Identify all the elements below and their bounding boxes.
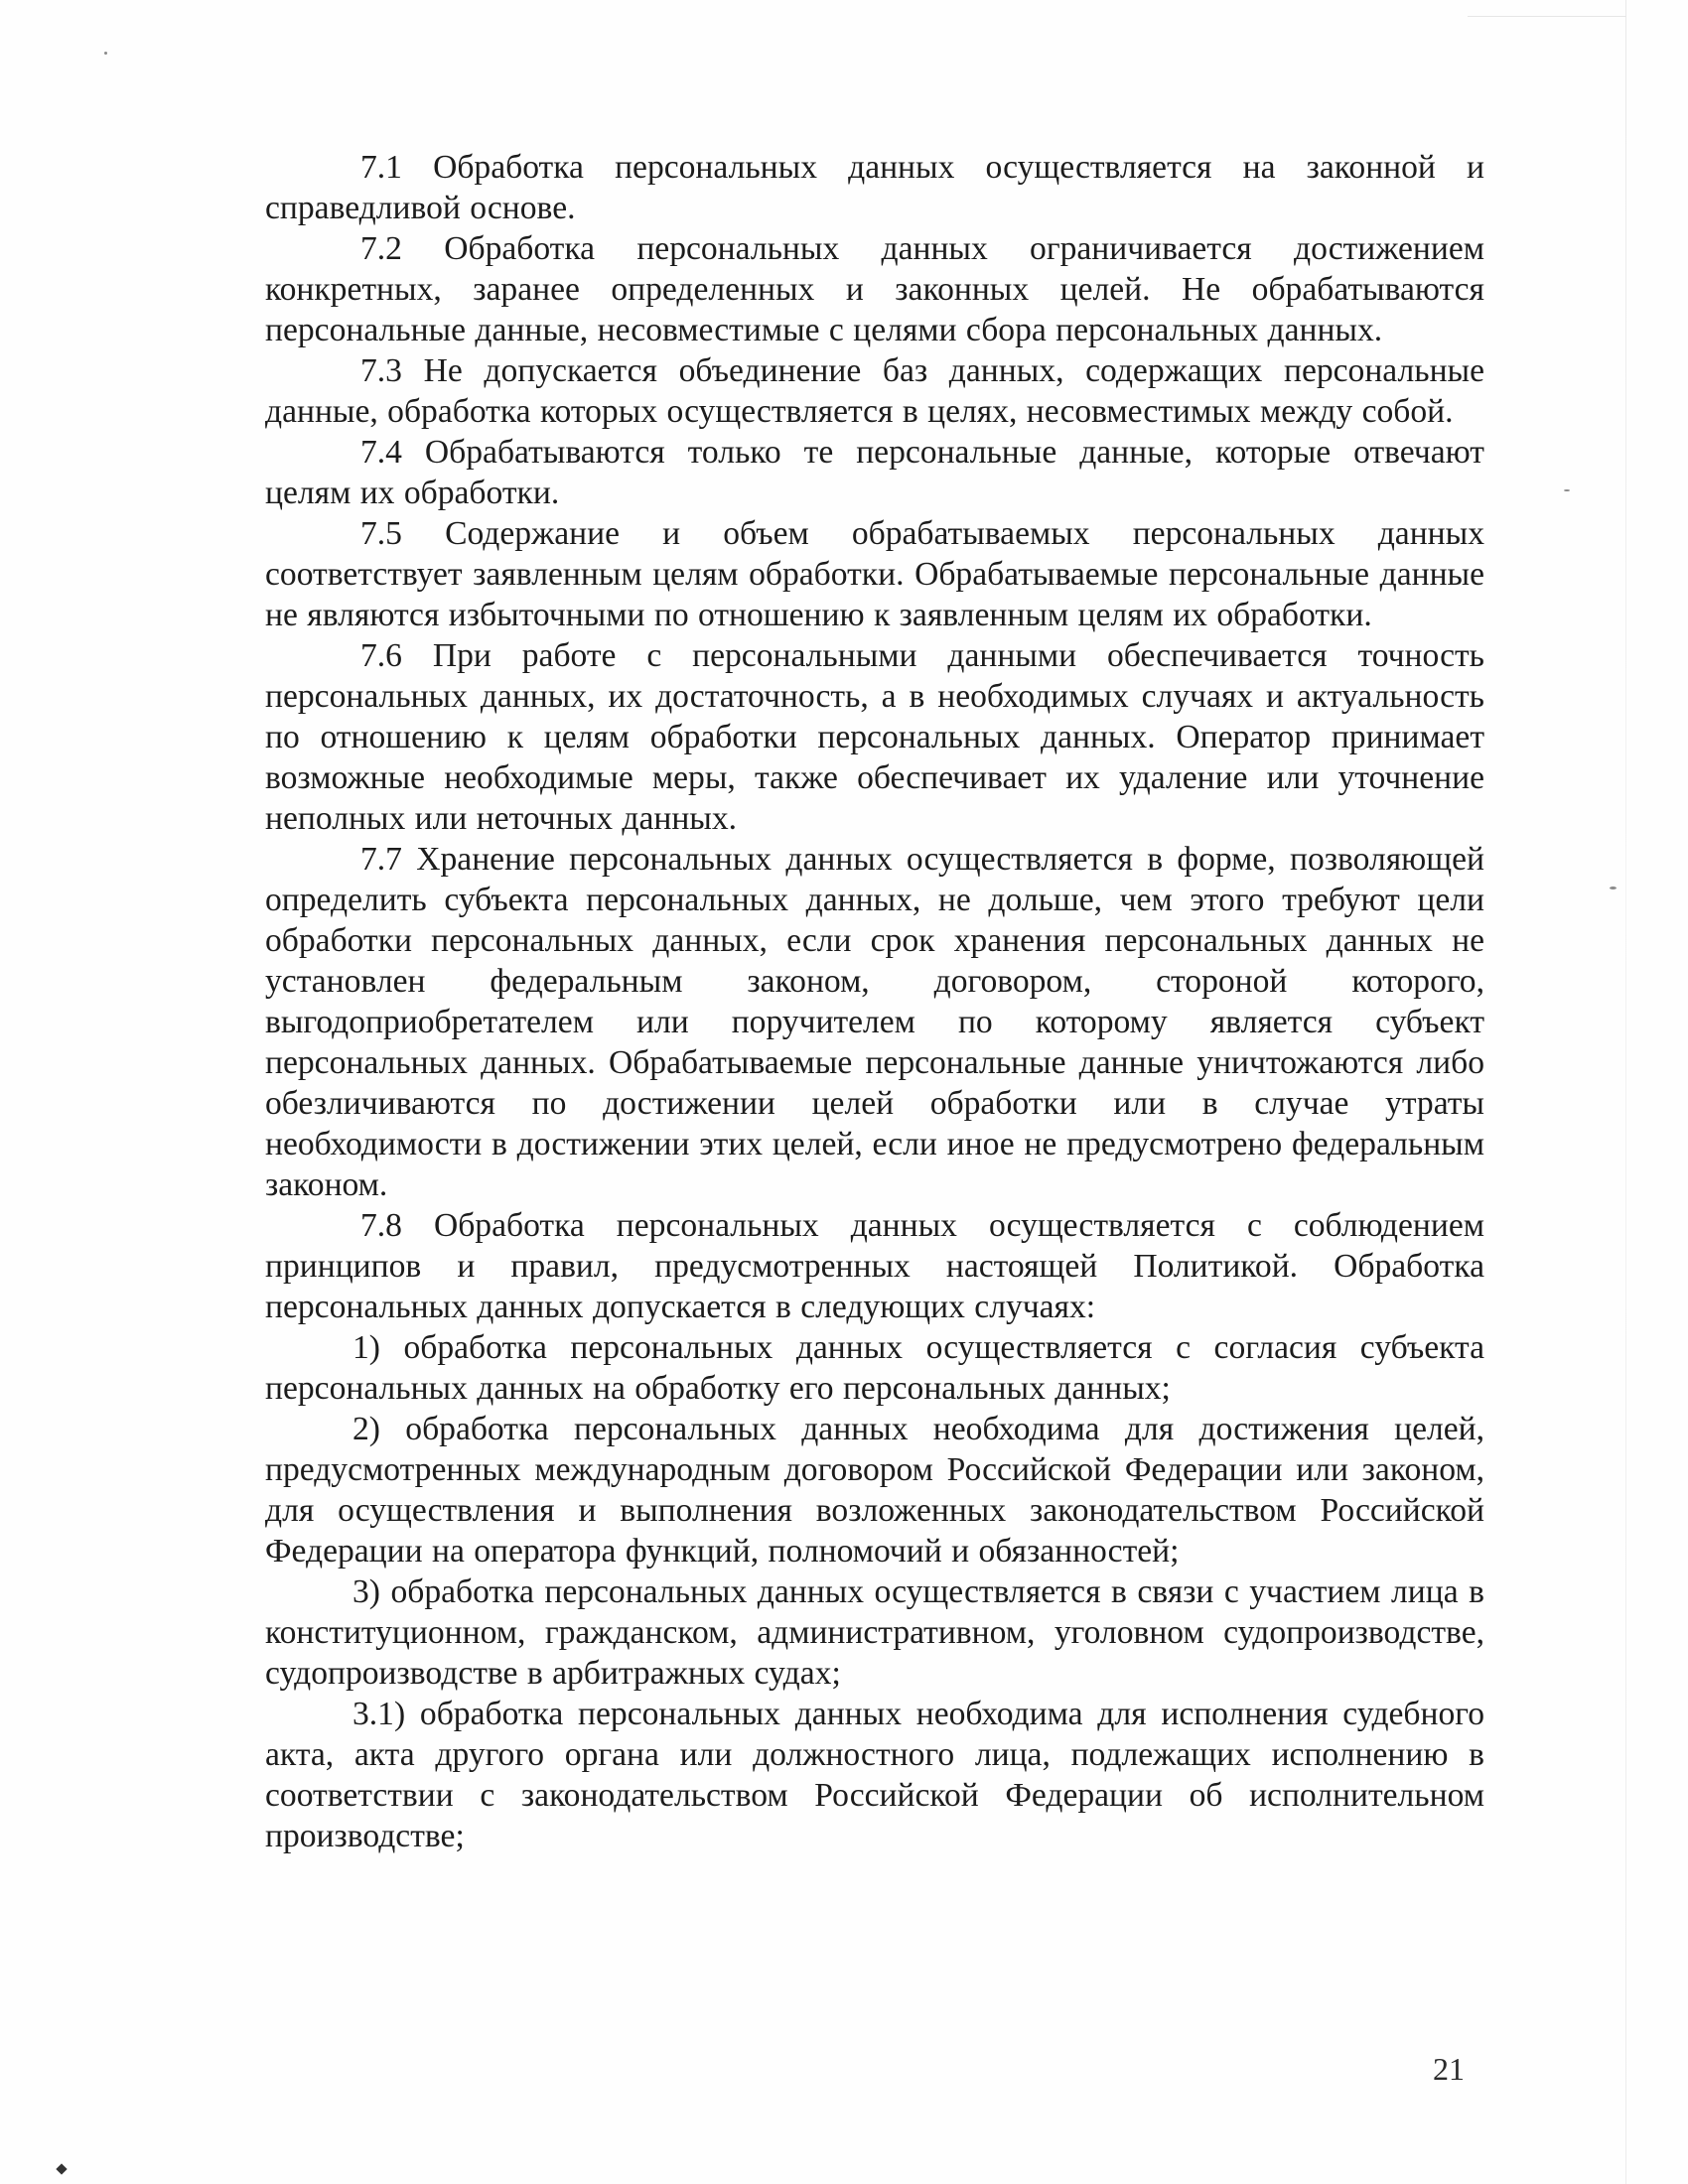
scan-speck [1610, 887, 1617, 889]
paragraph-7-6: 7.6 При работе с персональными данными обеспечивается точность персональных данных, их достаточность, а в необходимых случаях и актуальность по отношению к целям обработки персональных данных. Оператор принимает возможные необходимые меры, также обеспечивает их удаление или уточнение неполных или неточных данных. [265, 637, 1484, 837]
scan-speck [1564, 489, 1570, 491]
paragraph-7-4: 7.4 Обрабатываются только те персональные данные, которые отвечают целям их обработки. [265, 434, 1484, 511]
paragraph-7-5: 7.5 Содержание и объем обрабатываемых персональных данных соответствует заявленным целям обработки. Обрабатываемые персональные данные не являются избыточными по отношению к заявленным целям их обработки. [265, 515, 1484, 633]
scan-top-line [1468, 16, 1626, 17]
paragraph-7-1: 7.1 Обработка персональных данных осуществляется на законной и справедливой основе. [265, 149, 1484, 226]
scan-speck [104, 52, 107, 55]
list-item-2: 2) обработка персональных данных необходима для достижения целей, предусмотренных международным договором Российской Федерации или законом, для осуществления и выполнения возложенных законодательством Российской Федерации на оператора функций, полномочий и обязанностей; [265, 1411, 1484, 1570]
paragraph-7-3: 7.3 Не допускается объединение баз данных, содержащих персональные данные, обработка которых осуществляется в целях, несовместимых между собой. [265, 352, 1484, 430]
paragraph-7-7: 7.7 Хранение персональных данных осуществляется в форме, позволяющей определить субъекта персональных данных, не дольше, чем этого требуют цели обработки персональных данных, если срок хранения персональных данных не установлен федеральным законом, договором, стороной которого, выгодоприобретателем или поручителем по которому является субъект персональных данных. Обрабатываемые персональные данные уничтожаются либо обезличиваются по достижении целей обработки или в случае утраты необходимости в достижении этих целей, если иное не предусмотрено федеральным законом. [265, 841, 1484, 1203]
list-item-3-1: 3.1) обработка персональных данных необходима для исполнения судебного акта, акта другого органа или должностного лица, подлежащих исполнению в соответствии с законодательством Российской Федерации об исполнительном производстве; [265, 1696, 1484, 1854]
scan-edge-line [1625, 0, 1626, 2184]
list-item-3: 3) обработка персональных данных осуществляется в связи с участием лица в конституционном, гражданском, административном, уголовном судопроизводстве, судопроизводстве в арбитражных судах; [265, 1573, 1484, 1692]
list-item-1: 1) обработка персональных данных осуществляется с согласия субъекта персональных данных на обработку его персональных данных; [265, 1329, 1484, 1407]
scan-speck [56, 2163, 67, 2174]
paragraph-7-2: 7.2 Обработка персональных данных ограничивается достижением конкретных, заранее определенных и законных целей. Не обрабатываются персональные данные, несовместимые с целями сбора персональных данных. [265, 230, 1484, 348]
document-body [265, 147, 1484, 1856]
page-number: 21 [1433, 2051, 1465, 2087]
paragraph-7-8: 7.8 Обработка персональных данных осуществляется с соблюдением принципов и правил, предусмотренных настоящей Политикой. Обработка персональных данных допускается в следующих случаях: [265, 1207, 1484, 1325]
